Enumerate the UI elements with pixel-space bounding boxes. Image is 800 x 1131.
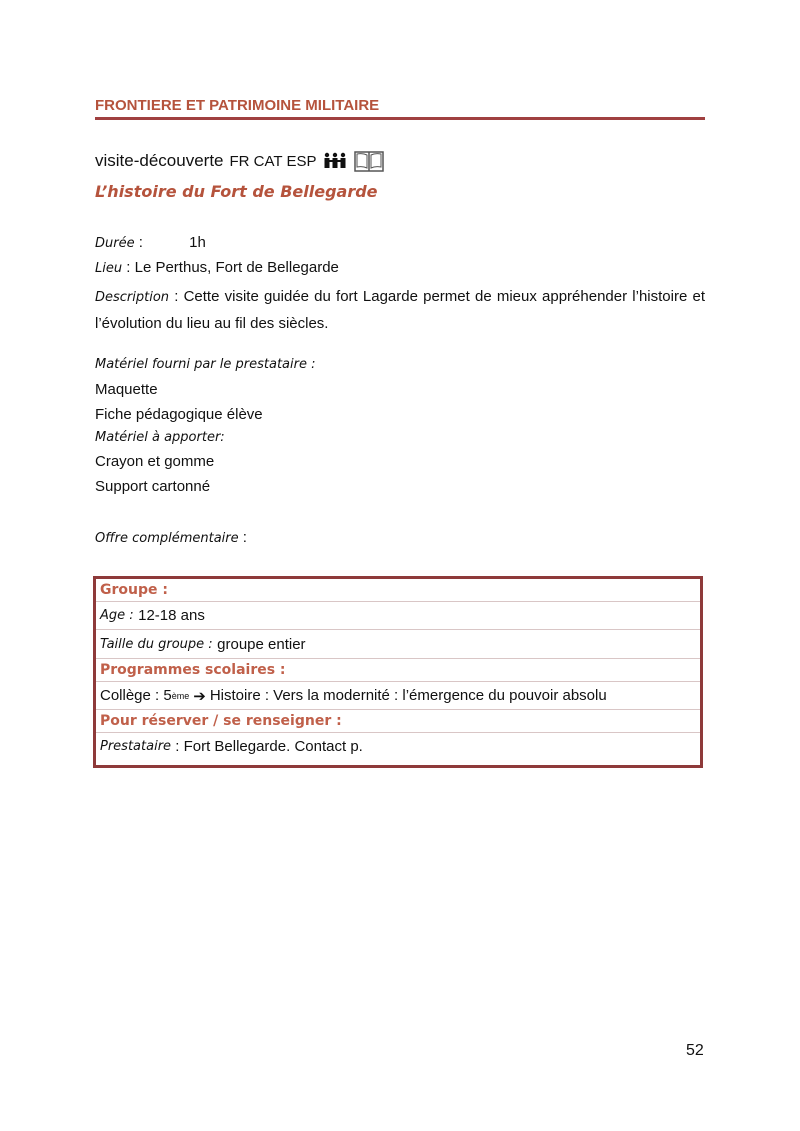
age-label: Age : [100,608,134,623]
duree-label: Durée [95,236,135,251]
arrow-right-icon: ➔ [193,687,206,705]
programmes-heading: Programmes scolaires : [96,659,700,682]
college-prefix: Collège : 5 [100,687,172,704]
visit-header [95,150,384,172]
college-row [96,682,700,710]
description-label: Description [95,290,170,305]
materiel-fourni-item: Fiche pédagogique élève [95,406,263,423]
prestataire-value: Fort Bellegarde. Contact p. [183,737,363,755]
age-value: 12-18 ans [138,607,205,624]
materiel-fourni-label: Matériel fourni par le prestataire : [95,357,316,372]
prestataire-row: Prestataire : Fort Bellegarde. Contact p. [100,737,363,755]
book-icon [354,150,384,172]
offre-colon: : [238,529,247,546]
taille-label: Taille du groupe : [100,636,213,652]
duree-value: 1h [189,234,206,251]
college-sup: ème [171,690,190,701]
lieu-row: Lieu : Le Perthus, Fort de Bellegarde [95,259,339,276]
description-row: Description : Cette visite guidée du fort Lagarde permet de mieux appréhender l’histoire et l’évolution du lieu au fil des siècles. [95,288,705,332]
college-rest: Histoire : Vers la modernité : l’émergence du pouvoir absolu [209,687,607,704]
prestataire-label: Prestataire [100,738,172,754]
taille-row [96,630,700,659]
age-row [96,602,700,630]
offre-row [95,529,247,546]
materiel-apporter-label: Matériel à apporter: [95,430,225,445]
offre-label: Offre complémentaire [95,531,239,546]
lieu-label: Lieu [95,261,123,276]
materiel-fourni-item: Maquette [95,381,158,398]
visit-type: visite-découverte [95,151,224,170]
visit-subtitle: L’histoire du Fort de Bellegarde [95,182,378,201]
group-info-box [93,576,703,768]
section-title: FRONTIERE ET PATRIMOINE MILITAIRE [95,97,705,120]
materiel-apporter-item: Crayon et gomme [95,453,215,470]
materiel-apporter-item: Support cartonné [95,478,211,495]
description-value: Cette visite guidée du fort Lagarde permet de mieux appréhender l’histoire et l’évolution du lieu au fil des siècles. [95,288,705,332]
reserver-heading: Pour réserver / se renseigner : [96,710,700,733]
duree-row: Durée : 1h [95,234,206,251]
group-icon [322,152,348,170]
groupe-heading: Groupe : [96,579,700,602]
page-number: 52 [686,1042,704,1059]
taille-value: groupe entier [217,635,306,653]
lieu-value: Le Perthus, Fort de Bellegarde [134,259,339,276]
visit-languages: FR CAT ESP [229,152,317,170]
